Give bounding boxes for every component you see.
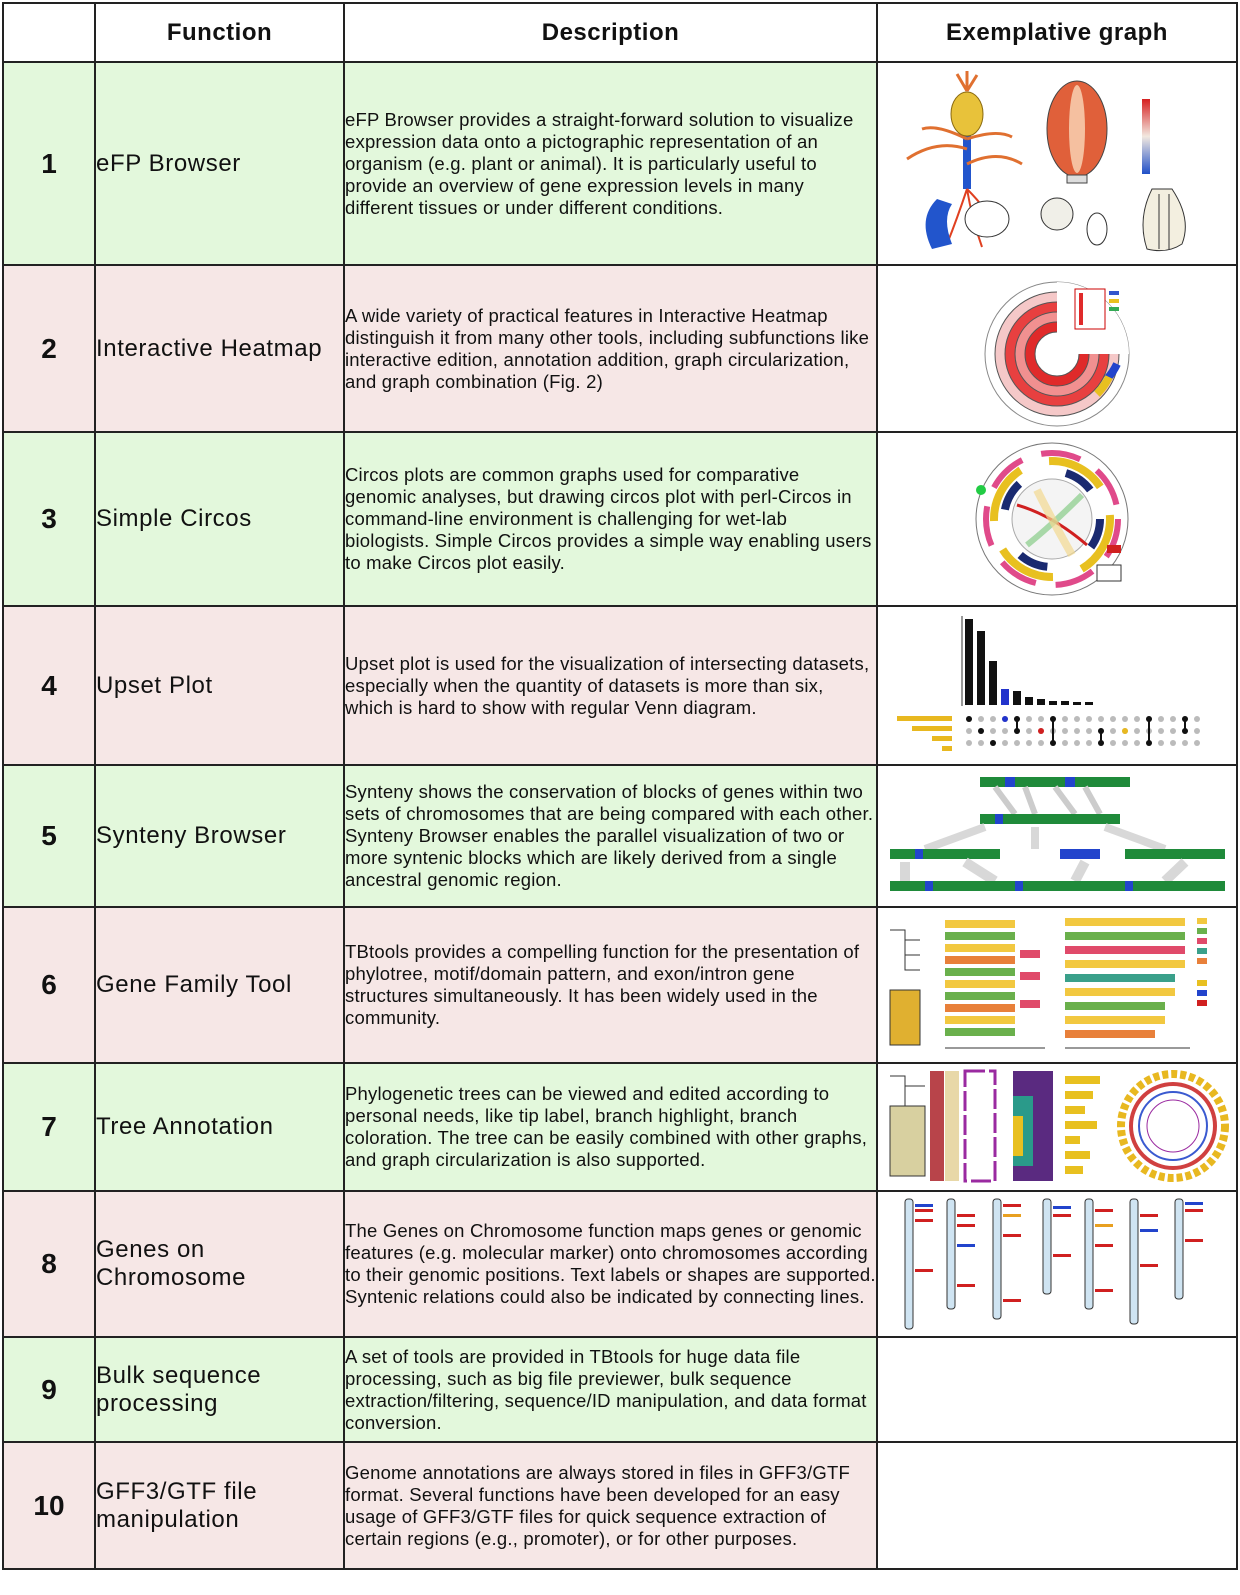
function-name: Upset Plot (95, 606, 344, 765)
graph-cell-empty (877, 1337, 1237, 1442)
function-description: Genome annotations are always stored in files in GFF3/GTF format. Several functions have been developed for an easy usage of GFF3/GTF files for quick sequence extraction of certain regions (e.g., promoter), or for other purposes. (344, 1442, 877, 1569)
table-row (3, 1191, 1237, 1337)
efp-browser-illustration (897, 69, 1217, 259)
synteny-browser-illustration (885, 769, 1230, 904)
row-number: 10 (3, 1442, 95, 1569)
row-number: 9 (3, 1337, 95, 1442)
gene-family-illustration (885, 910, 1230, 1060)
function-description: A set of tools are provided in TBtools for huge data file processing, such as big file previewer, bulk sequence extraction/filtering, sequence/ID manipulation, and data format conversion. (344, 1337, 877, 1442)
function-name: Tree Annotation (95, 1063, 344, 1191)
table-row (3, 1442, 1237, 1569)
function-name: eFP Browser (95, 62, 344, 265)
row-number: 4 (3, 606, 95, 765)
graph-cell (877, 1191, 1237, 1337)
row-number: 6 (3, 907, 95, 1063)
table-row (3, 432, 1237, 606)
function-description: Circos plots are common graphs used for comparative genomic analyses, but drawing circos plot with perl-Circos in command-line environment is challenging for wet-lab biologists. Simple Circos provides a simple way enabling users to make Circos plot easily. (344, 432, 877, 606)
tree-annotation-illustration (885, 1066, 1230, 1188)
graph-cell (877, 265, 1237, 432)
function-description: eFP Browser provides a straight-forward solution to visualize expression data onto a pictographic representation of an organism (e.g. plant or animal). It is particularly useful to provide an overview of gene expression levels in many different tissues or under different conditions. (344, 62, 877, 265)
graph-cell (877, 606, 1237, 765)
function-name: Bulk sequence processing (95, 1337, 344, 1442)
graph-cell (877, 62, 1237, 265)
header-graph: Exemplative graph (877, 3, 1237, 62)
row-number: 2 (3, 265, 95, 432)
function-description: TBtools provides a compelling function for the presentation of phylotree, motif/domain pattern, and exon/intron gene structures simultaneously. It has been widely used in the community. (344, 907, 877, 1063)
function-name: Simple Circos (95, 432, 344, 606)
row-number: 5 (3, 765, 95, 907)
row-number: 3 (3, 432, 95, 606)
header-number (3, 3, 95, 62)
row-number: 7 (3, 1063, 95, 1191)
header-function: Function (95, 3, 344, 62)
graph-cell (877, 765, 1237, 907)
function-description: Synteny shows the conservation of blocks of genes within two sets of chromosomes that are being compared with each other. Synteny Browser enables the parallel visualization of two or more syntenic blocks which are likely derived from a single ancestral genomic region. (344, 765, 877, 907)
table-row (3, 1063, 1237, 1191)
upset-plot-illustration (887, 611, 1227, 761)
header-description: Description (344, 3, 877, 62)
function-name: GFF3/GTF file manipulation (95, 1442, 344, 1569)
graph-cell (877, 907, 1237, 1063)
function-description: A wide variety of practical features in Interactive Heatmap distinguish it from many other tools, including subfunctions like interactive edition, annotation addition, graph circularization, and graph combination (Fig. 2) (344, 265, 877, 432)
header-row (3, 3, 1237, 62)
circos-plot-illustration (957, 435, 1157, 603)
function-name: Gene Family Tool (95, 907, 344, 1063)
graph-cell-empty (877, 1442, 1237, 1569)
table-row (3, 606, 1237, 765)
function-name: Genes on Chromosome (95, 1191, 344, 1337)
chromosome-map-illustration (885, 1194, 1230, 1334)
graph-cell (877, 1063, 1237, 1191)
function-description: Phylogenetic trees can be viewed and edited according to personal needs, like tip label, branch highlight, branch coloration. The tree can be easily combined with other graphs, and graph circularization is also supported. (344, 1063, 877, 1191)
table-row (3, 265, 1237, 432)
table-row (3, 765, 1237, 907)
row-number: 1 (3, 62, 95, 265)
function-name: Synteny Browser (95, 765, 344, 907)
function-description: Upset plot is used for the visualization of intersecting datasets, especially when the quantity of datasets is more than six, which is hard to show with regular Venn diagram. (344, 606, 877, 765)
table-row (3, 1337, 1237, 1442)
table-row (3, 907, 1237, 1063)
function-description: The Genes on Chromosome function maps genes or genomic features (e.g. molecular marker) onto chromosomes according to their genomic positions. Text labels or shapes are supported. Syntenic relations could also be indicated by connecting lines. (344, 1191, 877, 1337)
table-row (3, 62, 1237, 265)
circular-heatmap-illustration (957, 269, 1157, 429)
function-name: Interactive Heatmap (95, 265, 344, 432)
graph-cell (877, 432, 1237, 606)
row-number: 8 (3, 1191, 95, 1337)
function-table (2, 2, 1238, 1570)
